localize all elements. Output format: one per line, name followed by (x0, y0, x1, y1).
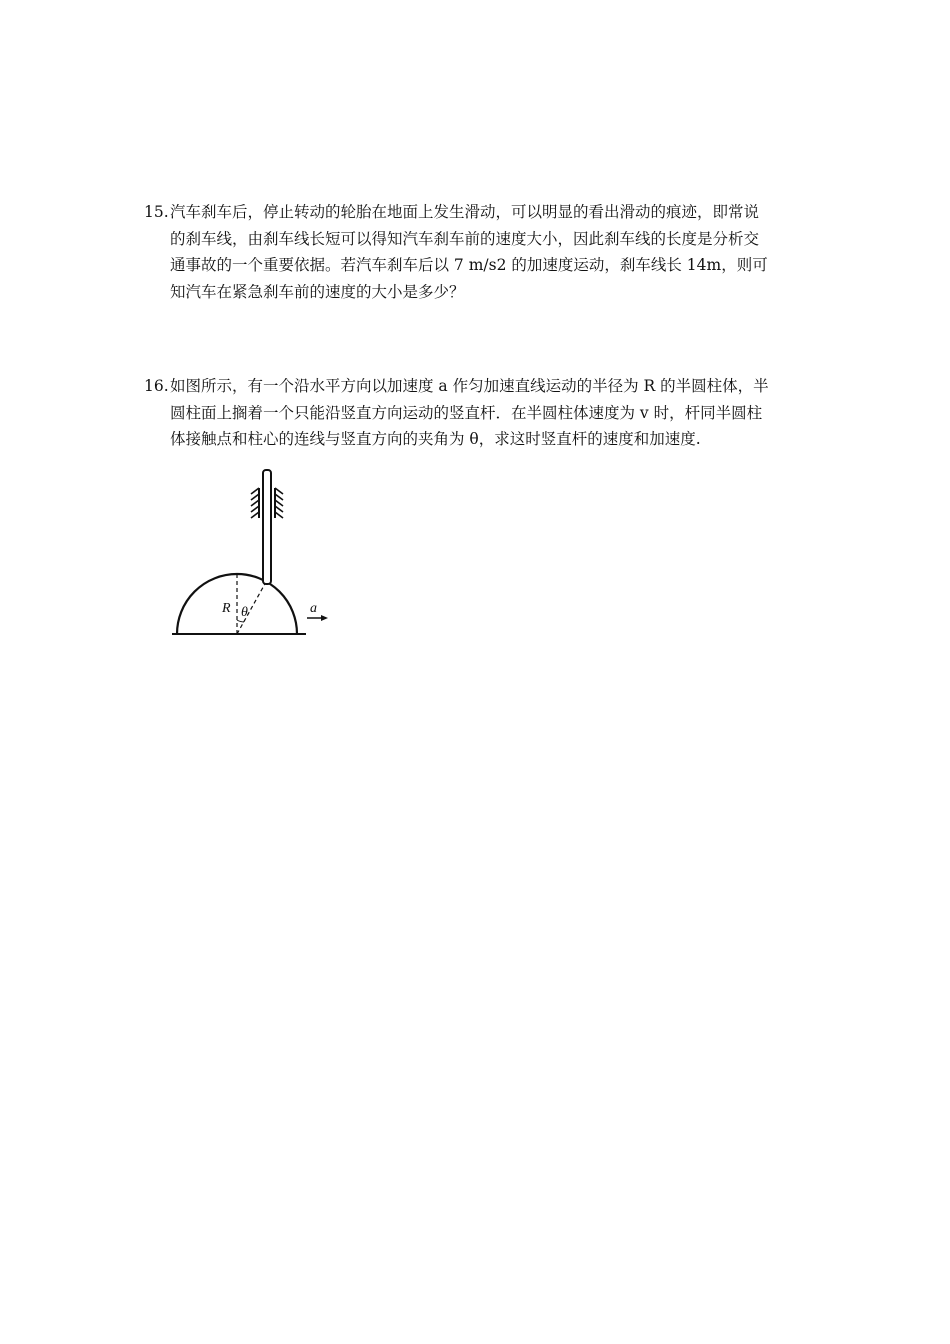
problem-text-line: 知汽车在紧急刹车前的速度的大小是多少？ (170, 282, 465, 301)
angle-label: θ (241, 605, 248, 620)
semicylinder-rod-diagram (160, 466, 340, 644)
problem-text-line: 体接触点和柱心的连线与竖直方向的夹角为 θ，求这时竖直杆的速度和加速度. (170, 430, 701, 448)
problem-text-line: 汽车刹车后，停止转动的轮胎在地面上发生滑动，可以明显的看出滑动的痕迹，即常说 (170, 203, 760, 221)
problem-15 (144, 199, 814, 305)
acceleration-arrowhead (321, 615, 328, 621)
problem-text-line: 通事故的一个重要依据。若汽车刹车后以 7 m/s2 的加速度运动，刹车线长 14m，则可 (170, 256, 768, 274)
vertical-rod (263, 470, 271, 584)
problem-number: 16. (144, 377, 169, 395)
problem-text-line: 的刹车线，由刹车线长短可以得知汽车刹车前的速度大小，因此刹车线的长度是分析交 (170, 229, 760, 248)
radius-label: R (222, 601, 231, 616)
problem-16 (144, 373, 814, 453)
problem-text-line: 圆柱面上搁着一个只能沿竖直方向运动的竖直杆．在半圆柱体速度为 v 时，杆同半圆柱 (170, 403, 763, 422)
angle-arc (237, 620, 244, 622)
acceleration-label: a (310, 601, 317, 616)
left-guide-hatching (251, 488, 259, 518)
problem-text-line: 如图所示，有一个沿水平方向以加速度 a 作匀加速直线运动的半径为 R 的半圆柱体，半 (170, 377, 769, 395)
problem-number: 15. (144, 203, 169, 221)
right-guide-hatching (275, 488, 283, 518)
